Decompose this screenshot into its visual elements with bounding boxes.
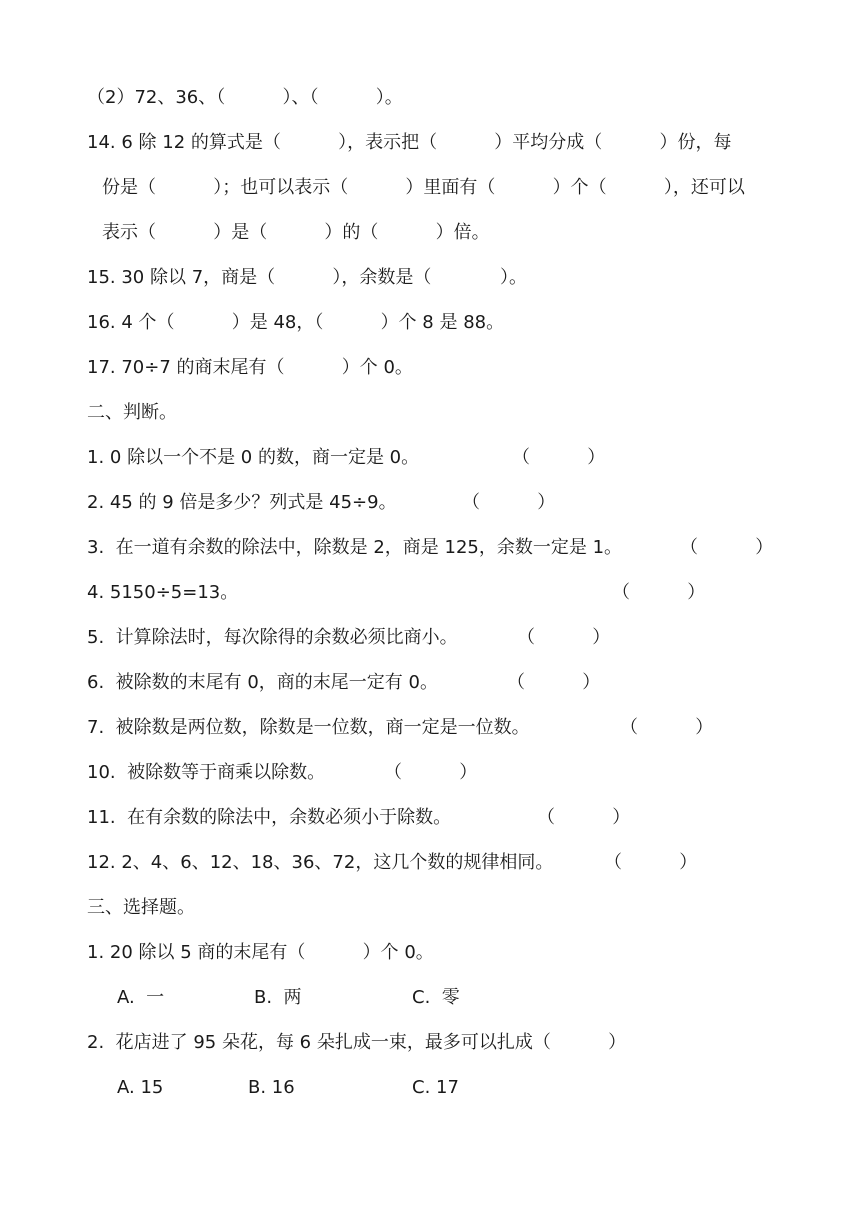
question-14-line2: 份是（ ）；也可以表示（ ）里面有（ ）个（ ），还可以 [102,177,745,198]
answer-blank: （ ） [462,492,556,513]
answer-blank: （ ） [620,717,714,738]
tf-question-7: 7. 被除数是两位数，除数是一位数，商一定是一位数。 [87,717,530,738]
tf-question-10: 10. 被除数等于商乘以除数。 [87,762,326,783]
tf-question-6: 6. 被除数的末尾有 0，商的末尾一定有 0。 [87,672,438,693]
section-heading-judgment: 二、判断。 [87,402,177,423]
answer-blank: （ ） [384,762,478,783]
answer-blank: （ ） [680,537,774,558]
tf-question-12: 12. 2、4、6、12、18、36、72，这几个数的规律相同。 [87,852,554,873]
mc-question-1: 1. 20 除以 5 商的末尾有（ ）个 0。 [87,942,434,963]
mc-option-a: A. 15 [117,1077,164,1098]
answer-blank: （ ） [537,807,631,828]
mc-option-c: C. 零 [412,987,460,1008]
tf-question-2: 2. 45 的 9 倍是多少？列式是 45÷9。 [87,492,397,513]
tf-question-5: 5. 计算除法时，每次除得的余数必须比商小。 [87,627,458,648]
answer-blank: （ ） [512,447,606,468]
answer-blank: （ ） [604,852,698,873]
question-13-2: （2）72、36、（ ）、（ ）。 [87,87,403,108]
question-15: 15. 30 除以 7，商是（ ），余数是（ ）。 [87,267,528,288]
question-14-line3: 表示（ ）是（ ）的（ ）倍。 [102,222,490,243]
section-heading-choice: 三、选择题。 [87,897,195,918]
mc-option-b: B. 两 [254,987,302,1008]
tf-question-11: 11. 在有余数的除法中，余数必须小于除数。 [87,807,452,828]
tf-question-1: 1. 0 除以一个不是 0 的数，商一定是 0。 [87,447,420,468]
answer-blank: （ ） [507,672,601,693]
mc-option-c: C. 17 [412,1077,459,1098]
answer-blank: （ ） [517,627,611,648]
question-14-line1: 14. 6 除 12 的算式是（ ），表示把（ ）平均分成（ ）份，每 [87,132,732,153]
tf-question-3: 3. 在一道有余数的除法中，除数是 2，商是 125，余数一定是 1。 [87,537,623,558]
question-17: 17. 70÷7 的商末尾有（ ）个 0。 [87,357,413,378]
mc-question-2: 2. 花店进了 95 朵花，每 6 朵扎成一束，最多可以扎成（ ） [87,1032,627,1053]
mc-option-b: B. 16 [248,1077,295,1098]
question-16: 16. 4 个（ ）是 48，（ ）个 8 是 88。 [87,312,505,333]
tf-question-4: 4. 5150÷5=13。 [87,582,239,603]
mc-option-a: A. 一 [117,987,165,1008]
answer-blank: （ ） [612,582,706,603]
